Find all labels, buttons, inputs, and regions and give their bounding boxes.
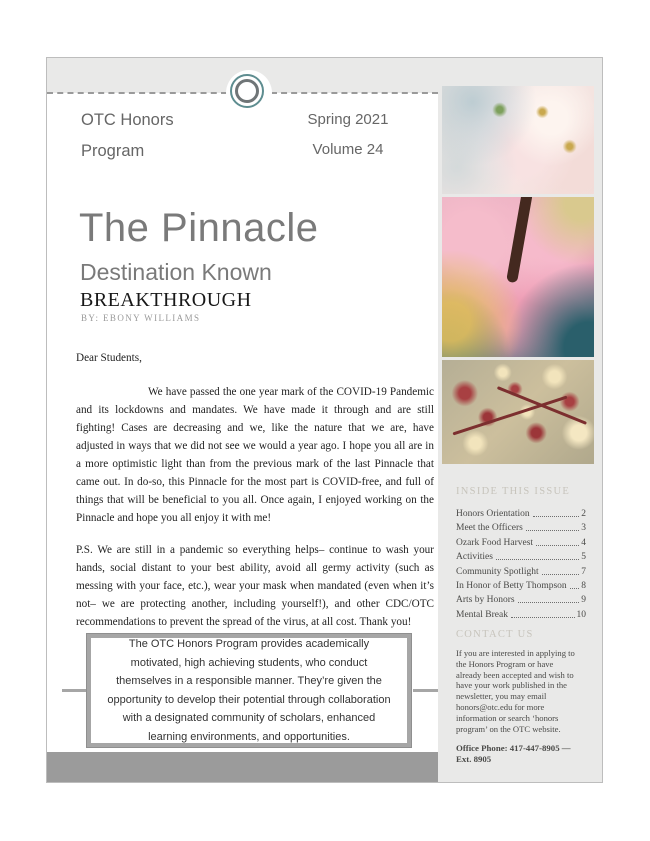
contact-us-phone: Office Phone: 417-447-8905 — Ext. 8905 [456,743,571,765]
toc-dot-leader [518,602,580,603]
toc-item-label: Ozark Food Harvest [456,537,534,548]
toc-item [456,567,586,577]
organization-name [81,105,251,167]
organization-name-line1: OTC Honors [81,111,174,129]
toc-item-page-number: 7 [581,566,586,577]
contact-us-section [456,629,580,765]
toc-item-page-number: 10 [576,609,586,620]
mission-statement-box [87,634,411,747]
toc-item-label: Community Spotlight [456,566,539,577]
toc-item-page-number: 8 [581,580,586,591]
toc-item [456,538,586,548]
toc-item-label: Mental Break [456,609,508,620]
toc-item-page-number: 5 [581,552,586,563]
mission-box-rule-right [413,689,438,692]
footer-bar [47,752,438,782]
toc-item-page-number: 2 [581,509,586,519]
toc-item [456,581,586,591]
toc-item [456,610,586,620]
toc-dot-leader [536,545,579,546]
toc-dot-leader [526,530,579,531]
toc-dot-leader [533,516,580,517]
letter-body [76,349,434,631]
toc-item [456,509,586,519]
issue-season: Spring 2021 [307,111,389,128]
newsletter-page [46,57,603,783]
toc-item [456,595,586,605]
mission-statement-text: The OTC Honors Program provides academically motivated, high achieving students, who conduct themselves in a responsible manner. They’re given the opportunity to develop their potential through collaboration with a designated community of scholars, enhanced learning environments, and opportunities. [107,638,391,743]
photo-twig-shape [497,386,587,424]
photo-pale-cherry-blossoms [442,86,594,194]
toc-item-page-number: 9 [581,595,586,606]
inside-this-issue-section [456,486,586,624]
issue-info [283,105,413,165]
toc-dot-leader [542,574,580,575]
letter-paragraph-1: We have passed the one year mark of the COVID-19 Pandemic and its lockdowns and mandates. We have made it through and are still fighting! Cases are decreasing and we, like the nature that we are, have adjusted in ways that we did not see we would a year ago. I hope you all are in a more optimistic light than from the previous mark of the last Pinnacle that came out. In do-so, this Pinnacle for the most part is COVID-free, and full of things that will be beneficial to you all. Once again, I enjoyed working on the Pinnacle and hope you all enjoy it with me! [76,386,434,524]
article-byline: BY: EBONY WILLIAMS [81,313,201,323]
dashed-rule-left [47,92,227,94]
toc-item-page-number: 3 [581,523,586,534]
photo-branch-shape [506,197,533,283]
circle-ornament-outer-ring [230,74,264,108]
contact-us-heading: CONTACT US [456,629,534,640]
toc-dot-leader [496,559,579,560]
toc-dot-leader [511,617,575,618]
inside-this-issue-heading: INSIDE THIS ISSUE [456,486,571,497]
letter-salutation: Dear Students, [76,352,142,364]
toc-item-label: Activities [456,552,493,563]
toc-dot-leader [570,588,580,589]
organization-name-line2: Program [81,142,145,160]
contact-us-body: If you are interested in applying to the Honors Program or have already been accepted and wish to have your work published in the newsletter, you may email honors@otc.edu for more information or search ‘honors program’ on the OTC website. [456,648,575,734]
circle-ornament-inner-ring [235,79,259,103]
toc-list [456,509,586,620]
toc-item [456,523,586,533]
toc-item-page-number: 4 [581,537,586,548]
toc-item-label: In Honor of Betty Thompson [456,580,567,591]
toc-item-label: Meet the Officers [456,523,523,534]
toc-item-label: Arts by Honors [456,595,515,606]
issue-volume: Volume 24 [312,141,384,158]
article-heading: BREAKTHROUGH [80,289,252,311]
toc-item [456,552,586,562]
newsletter-title: The Pinnacle [79,206,319,250]
mission-box-rule-left [62,689,87,692]
photo-twig-shape [452,396,567,436]
dashed-rule-right [271,92,438,94]
letter-paragraph-2: P.S. We are still in a pandemic so everything helps– continue to wash your hands, social distant to your best ability, avoid all germy activity (such as messing with your face, etc.), wear your mask when mandated (even when it’s not– we are protecting another, including yourself!), and other CDC/OTC recommendations to prevent the spread of the virus, at all cost. Thank you! [76,544,434,628]
photo-pink-cherry-blossoms [442,197,594,357]
newsletter-subtitle: Destination Known [80,259,272,285]
toc-item-label: Honors Orientation [456,509,530,519]
photo-red-berry-branches [442,360,594,464]
